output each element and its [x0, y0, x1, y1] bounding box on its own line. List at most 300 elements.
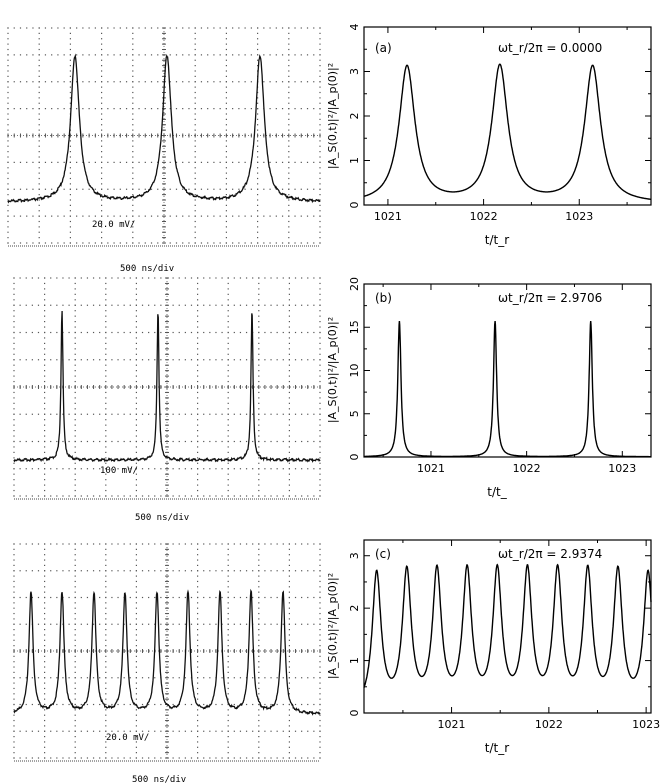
grid-dot: [113, 162, 114, 163]
grid-dot: [258, 354, 259, 355]
grid-dot: [26, 242, 27, 243]
grid-dot: [105, 419, 106, 420]
grid-dot: [136, 408, 137, 409]
grid-dot: [44, 747, 45, 748]
grid-dot: [136, 543, 137, 544]
grid-dot: [234, 597, 235, 598]
grid-dot: [64, 54, 65, 55]
grid-dot: [75, 699, 76, 700]
grid-dot: [148, 468, 149, 469]
grid-dot: [195, 76, 196, 77]
grid-dot: [105, 479, 106, 480]
grid-dot: [70, 81, 71, 82]
grid-dot: [148, 332, 149, 333]
grid-dot: [313, 441, 314, 442]
grid-dot: [197, 747, 198, 748]
grid-dot: [70, 97, 71, 98]
grid-dot: [282, 81, 283, 82]
grid-dot: [263, 81, 264, 82]
grid-dot: [170, 54, 171, 55]
grid-dot: [13, 370, 14, 371]
grid-dot: [130, 624, 131, 625]
grid-dot: [7, 194, 8, 195]
grid-dot: [173, 624, 174, 625]
grid-dot: [240, 731, 241, 732]
grid-dot: [50, 468, 51, 469]
grid-dot: [75, 485, 76, 486]
grid-dot: [136, 316, 137, 317]
grid-dot: [319, 408, 320, 409]
grid-dot: [228, 359, 229, 360]
grid-dot: [276, 27, 277, 28]
grid-dot: [283, 731, 284, 732]
grid-dot: [99, 570, 100, 571]
grid-dot: [270, 731, 271, 732]
grid-dot: [282, 27, 283, 28]
grid-dot: [117, 441, 118, 442]
grid-dot: [105, 543, 106, 544]
grid-dot: [319, 305, 320, 306]
grid-dot: [151, 216, 152, 217]
grid-dot: [154, 543, 155, 544]
grid-dot: [179, 468, 180, 469]
grid-dot: [87, 495, 88, 496]
grid-dot: [13, 305, 14, 306]
grid-dot: [288, 60, 289, 61]
grid-dot: [197, 332, 198, 333]
grid-dot: [50, 677, 51, 678]
grid-dot: [289, 672, 290, 673]
grid-dot: [288, 70, 289, 71]
grid-dot: [44, 408, 45, 409]
grid-dot: [101, 44, 102, 45]
grid-dot: [319, 299, 320, 300]
grid-dot: [240, 305, 241, 306]
grid-dot: [20, 27, 21, 28]
grid-dot: [289, 479, 290, 480]
grid-dot: [258, 672, 259, 673]
grid-dot: [257, 199, 258, 200]
grid-dot: [215, 570, 216, 571]
grid-dot: [136, 490, 137, 491]
grid-dot: [264, 277, 265, 278]
grid-dot: [203, 704, 204, 705]
grid-dot: [136, 435, 137, 436]
grid-dot: [226, 151, 227, 152]
grid-dot: [7, 242, 8, 243]
grid-dot: [44, 757, 45, 758]
grid-dot: [319, 441, 320, 442]
grid-dot: [62, 543, 63, 544]
oscilloscope-grid: [13, 277, 320, 499]
grid-dot: [13, 332, 14, 333]
grid-dot: [75, 576, 76, 577]
grid-dot: [234, 677, 235, 678]
grid-dot: [258, 463, 259, 464]
grid-dot: [50, 570, 51, 571]
grid-dot: [197, 392, 198, 393]
grid-dot: [234, 414, 235, 415]
grid-dot: [70, 38, 71, 39]
grid-dot: [93, 495, 94, 496]
grid-dot: [101, 205, 102, 206]
grid-dot: [44, 543, 45, 544]
grid-dot: [132, 103, 133, 104]
grid-dot: [307, 543, 308, 544]
grid-dot: [75, 310, 76, 311]
x-ticks: [383, 284, 636, 475]
grid-dot: [269, 108, 270, 109]
grid-dot: [136, 640, 137, 641]
grid-dot: [319, 146, 320, 147]
grid-dot: [283, 570, 284, 571]
grid-dot: [245, 27, 246, 28]
grid-dot: [228, 586, 229, 587]
grid-dot: [145, 54, 146, 55]
grid-dot: [105, 613, 106, 614]
grid-dot: [258, 310, 259, 311]
grid-dot: [228, 608, 229, 609]
grid-dot: [132, 232, 133, 233]
grid-dot: [288, 205, 289, 206]
grid-dot: [228, 683, 229, 684]
grid-dot: [136, 634, 137, 635]
grid-dot: [319, 27, 320, 28]
grid-dot: [124, 441, 125, 442]
grid-dot: [246, 757, 247, 758]
grid-dot: [75, 634, 76, 635]
grid-dot: [39, 38, 40, 39]
grid-dot: [7, 38, 8, 39]
grid-dot: [132, 146, 133, 147]
grid-dot: [228, 392, 229, 393]
grid-dot: [75, 408, 76, 409]
grid-dot: [207, 27, 208, 28]
grid-dot: [195, 205, 196, 206]
grid-dot: [75, 294, 76, 295]
grid-dot: [277, 305, 278, 306]
grid-dot: [289, 554, 290, 555]
grid-dot: [188, 81, 189, 82]
grid-dot: [136, 359, 137, 360]
grid-dot: [258, 277, 259, 278]
grid-dot: [57, 27, 58, 28]
grid-dot: [258, 656, 259, 657]
grid-dot: [56, 624, 57, 625]
grid-dot: [62, 441, 63, 442]
series-line: [364, 321, 651, 457]
grid-dot: [14, 242, 15, 243]
grid-dot: [101, 108, 102, 109]
grid-dot: [39, 183, 40, 184]
grid-dot: [301, 277, 302, 278]
grid-dot: [136, 370, 137, 371]
grid-dot: [101, 199, 102, 200]
grid-dot: [130, 731, 131, 732]
grid-dot: [32, 757, 33, 758]
grid-dot: [197, 592, 198, 593]
grid-dot: [56, 414, 57, 415]
grid-dot: [246, 597, 247, 598]
grid-dot: [270, 597, 271, 598]
grid-dot: [142, 757, 143, 758]
grid-dot: [99, 704, 100, 705]
grid-dot: [289, 376, 290, 377]
grid-dot: [257, 221, 258, 222]
grid-dot: [145, 189, 146, 190]
grid-dot: [142, 731, 143, 732]
grid-dot: [203, 441, 204, 442]
grid-dot: [26, 731, 27, 732]
grid-dot: [226, 81, 227, 82]
grid-dot: [288, 33, 289, 34]
grid-dot: [51, 108, 52, 109]
grid-dot: [245, 162, 246, 163]
grid-dot: [136, 348, 137, 349]
grid-dot: [232, 242, 233, 243]
grid-dot: [251, 242, 252, 243]
grid-dot: [207, 242, 208, 243]
grid-dot: [215, 468, 216, 469]
grid-dot: [105, 608, 106, 609]
grid-dot: [7, 76, 8, 77]
grid-dot: [258, 419, 259, 420]
grid-dot: [136, 326, 137, 327]
grid-dot: [132, 183, 133, 184]
grid-dot: [258, 343, 259, 344]
grid-dot: [179, 570, 180, 571]
grid-dot: [289, 397, 290, 398]
grid-dot: [319, 113, 320, 114]
grid-dot: [132, 92, 133, 93]
grid-dot: [50, 359, 51, 360]
grid-dot: [136, 452, 137, 453]
grid-dot: [240, 570, 241, 571]
grid-dot: [136, 608, 137, 609]
grid-dot: [234, 570, 235, 571]
grid-dot: [44, 343, 45, 344]
grid-dot: [288, 108, 289, 109]
grid-dot: [39, 76, 40, 77]
grid-dot: [44, 468, 45, 469]
grid-dot: [82, 216, 83, 217]
grid-dot: [75, 316, 76, 317]
grid-dot: [136, 699, 137, 700]
grid-dot: [289, 474, 290, 475]
grid-dot: [75, 581, 76, 582]
grid-dot: [142, 332, 143, 333]
grid-dot: [50, 597, 51, 598]
grid-dot: [234, 731, 235, 732]
grid-dot: [44, 736, 45, 737]
grid-dot: [289, 683, 290, 684]
grid-dot: [160, 704, 161, 705]
grid-dot: [307, 27, 308, 28]
grid-dot: [226, 242, 227, 243]
grid-dot: [39, 65, 40, 66]
grid-dot: [203, 731, 204, 732]
grid-dot: [289, 597, 290, 598]
grid-dot: [257, 44, 258, 45]
grid-dot: [319, 232, 320, 233]
grid-dot: [75, 337, 76, 338]
grid-dot: [105, 354, 106, 355]
grid-dot: [289, 343, 290, 344]
grid-dot: [257, 27, 258, 28]
grid-dot: [228, 403, 229, 404]
grid-dot: [258, 381, 259, 382]
grid-dot: [93, 677, 94, 678]
grid-dot: [319, 468, 320, 469]
grid-dot: [313, 189, 314, 190]
grid-dot: [95, 27, 96, 28]
grid-dot: [7, 54, 8, 55]
grid-dot: [221, 277, 222, 278]
grid-dot: [101, 130, 102, 131]
grid-dot: [13, 549, 14, 550]
grid-dot: [283, 704, 284, 705]
grid-dot: [120, 81, 121, 82]
grid-dot: [154, 468, 155, 469]
grid-dot: [228, 602, 229, 603]
grid-dot: [75, 592, 76, 593]
grid-dot: [32, 468, 33, 469]
grid-dot: [75, 741, 76, 742]
grid-dot: [160, 468, 161, 469]
grid-dot: [76, 216, 77, 217]
grid-dot: [289, 741, 290, 742]
grid-dot: [76, 189, 77, 190]
grid-dot: [238, 242, 239, 243]
grid-dot: [107, 189, 108, 190]
grid-dot: [13, 376, 14, 377]
grid-dot: [258, 392, 259, 393]
grid-dot: [26, 597, 27, 598]
grid-dot: [246, 277, 247, 278]
grid-dot: [228, 354, 229, 355]
grid-dot: [195, 178, 196, 179]
oscilloscope-grid: [7, 27, 320, 246]
grid-dot: [220, 162, 221, 163]
grid-dot: [191, 468, 192, 469]
grid-dot: [32, 81, 33, 82]
grid-dot: [93, 332, 94, 333]
grid-dot: [173, 277, 174, 278]
grid-dot: [301, 359, 302, 360]
grid-dot: [117, 414, 118, 415]
grid-dot: [288, 162, 289, 163]
grid-dot: [154, 414, 155, 415]
grid-dot: [197, 430, 198, 431]
grid-dot: [313, 597, 314, 598]
grid-dot: [81, 332, 82, 333]
grid-dot: [246, 332, 247, 333]
grid-dot: [234, 359, 235, 360]
grid-dot: [7, 92, 8, 93]
grid-dot: [197, 321, 198, 322]
grid-dot: [136, 479, 137, 480]
grid-dot: [136, 677, 137, 678]
grid-dot: [68, 624, 69, 625]
grid-dot: [226, 76, 227, 77]
grid-dot: [277, 414, 278, 415]
grid-dot: [105, 321, 106, 322]
grid-dot: [142, 704, 143, 705]
grid-dot: [20, 162, 21, 163]
grid-dot: [289, 326, 290, 327]
grid-dot: [258, 597, 259, 598]
grid-dot: [20, 597, 21, 598]
grid-dot: [226, 65, 227, 66]
grid-dot: [75, 354, 76, 355]
grid-dot: [301, 54, 302, 55]
grid-dot: [197, 672, 198, 673]
grid-dot: [105, 408, 106, 409]
grid-dot: [62, 277, 63, 278]
grid-dot: [252, 414, 253, 415]
grid-dot: [136, 725, 137, 726]
grid-dot: [44, 666, 45, 667]
grid-dot: [307, 414, 308, 415]
grid-dot: [301, 757, 302, 758]
grid-dot: [105, 283, 106, 284]
grid-dot: [319, 666, 320, 667]
grid-dot: [45, 81, 46, 82]
grid-dot: [289, 277, 290, 278]
grid-dot: [257, 103, 258, 104]
grid-dot: [26, 277, 27, 278]
grid-dot: [87, 624, 88, 625]
grid-dot: [234, 704, 235, 705]
grid-dot: [75, 725, 76, 726]
grid-dot: [75, 565, 76, 566]
grid-dot: [87, 757, 88, 758]
grid-dot: [319, 210, 320, 211]
grid-dot: [81, 305, 82, 306]
grid-dot: [319, 242, 320, 243]
grid-dot: [288, 226, 289, 227]
grid-dot: [264, 677, 265, 678]
grid-dot: [258, 565, 259, 566]
grid-dot: [228, 435, 229, 436]
grid-dot: [105, 666, 106, 667]
grid-dot: [197, 370, 198, 371]
grid-dot: [319, 618, 320, 619]
grid-dot: [111, 414, 112, 415]
grid-dot: [203, 277, 204, 278]
grid-dot: [197, 425, 198, 426]
grid-dot: [13, 559, 14, 560]
grid-dot: [319, 359, 320, 360]
grid-dot: [282, 162, 283, 163]
grid-dot: [191, 570, 192, 571]
grid-dot: [101, 173, 102, 174]
grid-dot: [319, 33, 320, 34]
grid-dot: [13, 741, 14, 742]
grid-dot: [307, 757, 308, 758]
grid-dot: [107, 216, 108, 217]
grid-dot: [283, 495, 284, 496]
grid-dot: [313, 704, 314, 705]
grid-dot: [124, 495, 125, 496]
grid-dot: [215, 543, 216, 544]
grid-dot: [307, 305, 308, 306]
grid-dot: [319, 672, 320, 673]
grid-dot: [179, 305, 180, 306]
grid-dot: [228, 414, 229, 415]
grid-dot: [13, 485, 14, 486]
grid-dot: [39, 49, 40, 50]
